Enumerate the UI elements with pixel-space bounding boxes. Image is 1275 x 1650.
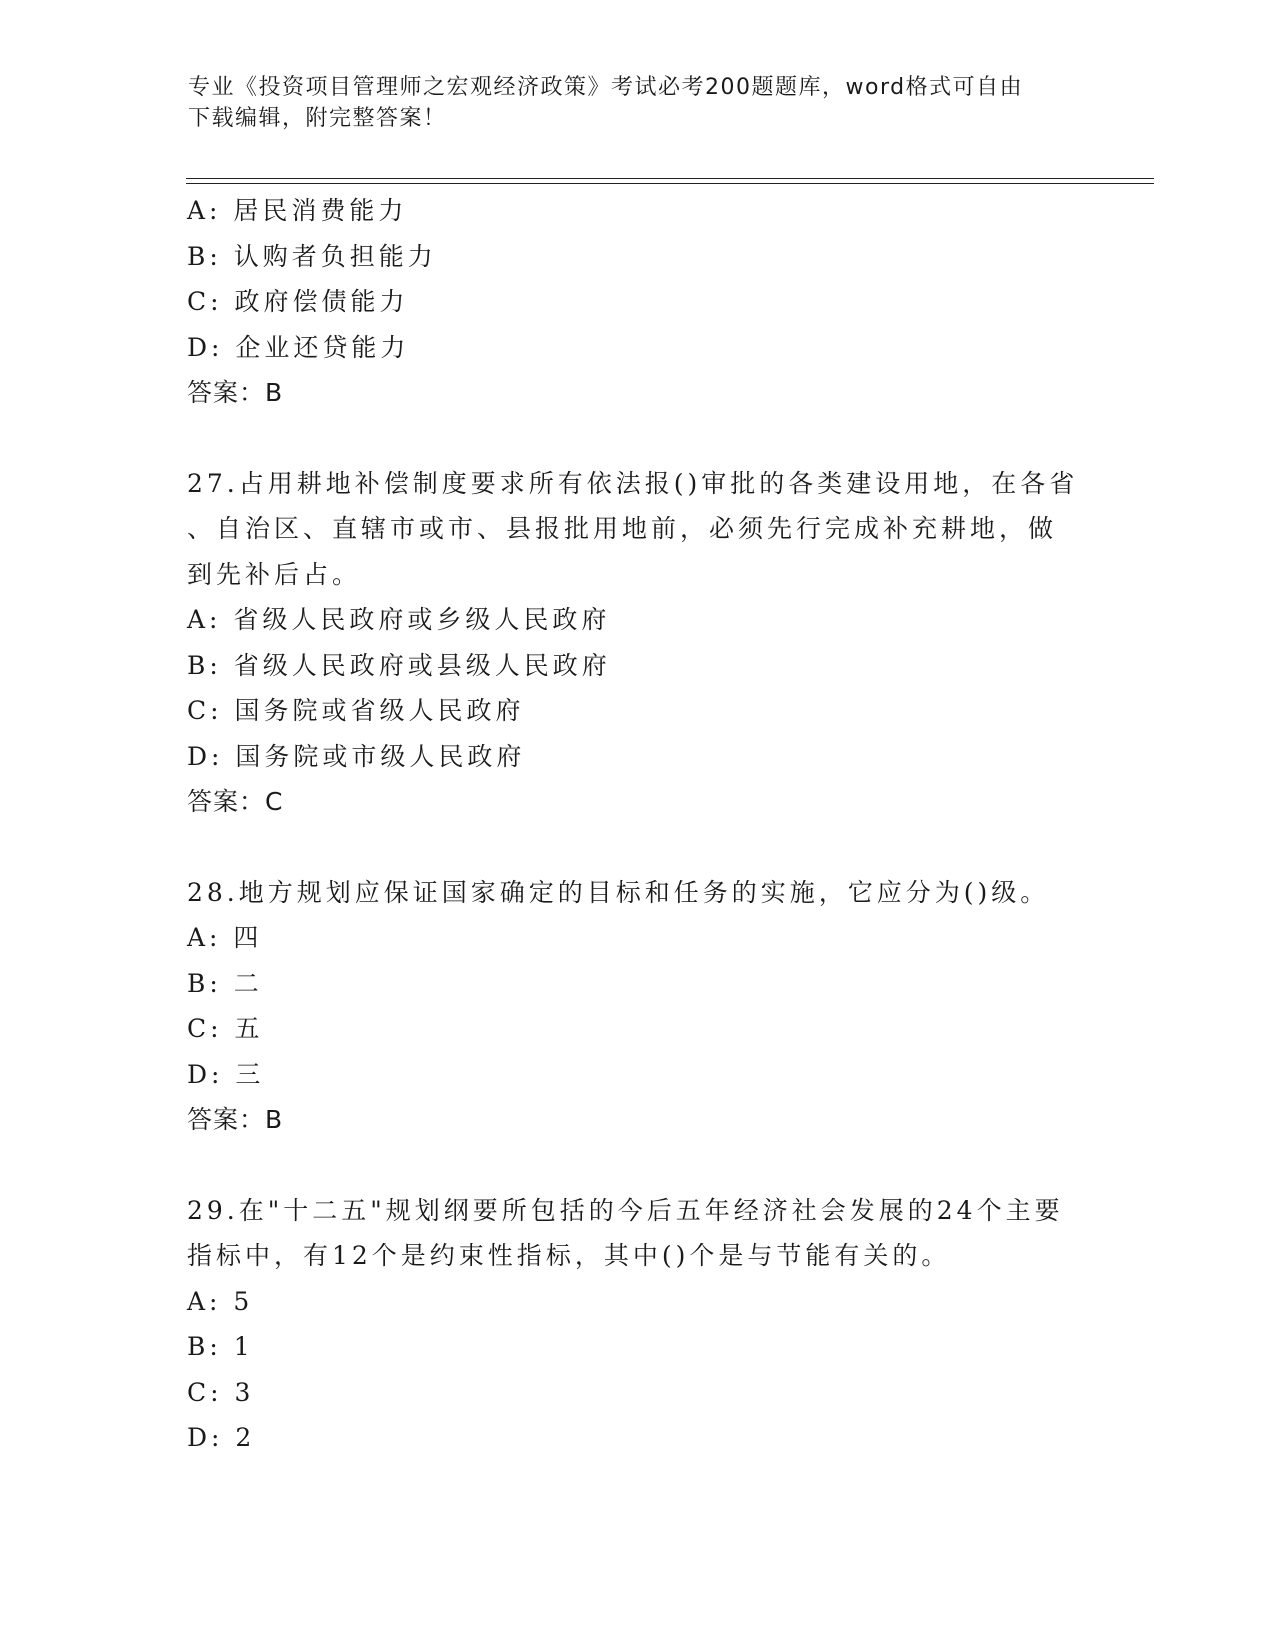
option-b: B: 1 <box>187 1332 254 1361</box>
answer-line: 答案：B <box>187 1105 284 1134</box>
header-line-1: 专业《投资项目管理师之宏观经济政策》考试必考200题题库，word格式可自由 <box>188 75 1024 100</box>
spacer <box>187 416 1087 461</box>
option-a: A: 省级人民政府或乡级人民政府 <box>187 605 611 634</box>
answer-line: 答案：C <box>187 787 284 816</box>
option-c: C: 国务院或省级人民政府 <box>187 696 525 725</box>
option-b: B: 二 <box>187 968 263 998</box>
header-line-2: 下载编辑，附完整答案！ <box>188 106 447 131</box>
option-b: B: 省级人民政府或县级人民政府 <box>187 650 611 680</box>
question-text-line: 28.地方规划应保证国家确定的目标和任务的实施，它应分为()级。 <box>187 877 1050 907</box>
question-29 <box>187 1188 1087 1461</box>
question-list <box>187 188 1087 1461</box>
option-d: D: 2 <box>187 1423 256 1452</box>
question-28 <box>187 870 1087 1143</box>
option-d: D: 企业还贷能力 <box>187 332 410 362</box>
option-d: D: 三 <box>187 1059 265 1089</box>
question-26 <box>187 188 1087 416</box>
option-c: C: 政府偿债能力 <box>187 287 409 316</box>
option-c: C: 3 <box>187 1377 255 1407</box>
answer-line: 答案：B <box>187 378 284 407</box>
option-c: C: 五 <box>187 1014 264 1043</box>
option-a: A: 四 <box>187 923 263 952</box>
question-text-line: 、自治区、直辖市或市、县报批用地前，必须先行完成补充耕地，做 <box>187 514 1058 543</box>
spacer <box>187 1143 1087 1188</box>
question-text-line: 指标中，有12个是约束性指标，其中()个是与节能有关的。 <box>187 1241 951 1270</box>
question-text-line: 27.占用耕地补偿制度要求所有依法报()审批的各类建设用地，在各省 <box>187 468 1079 498</box>
document-header <box>188 72 1068 134</box>
header-rule-top <box>186 178 1154 179</box>
question-text-line: 到先补后占。 <box>187 559 362 589</box>
spacer <box>187 825 1087 870</box>
question-text-line: 29.在"十二五"规划纲要所包括的今后五年经济社会发展的24个主要 <box>187 1195 1064 1225</box>
option-d: D: 国务院或市级人民政府 <box>187 741 526 771</box>
option-b: B: 认购者负担能力 <box>187 241 437 271</box>
question-27 <box>187 461 1087 825</box>
header-rule-bottom <box>186 183 1154 184</box>
option-a: A: 5 <box>187 1286 254 1316</box>
option-a: A: 居民消费能力 <box>187 196 408 225</box>
